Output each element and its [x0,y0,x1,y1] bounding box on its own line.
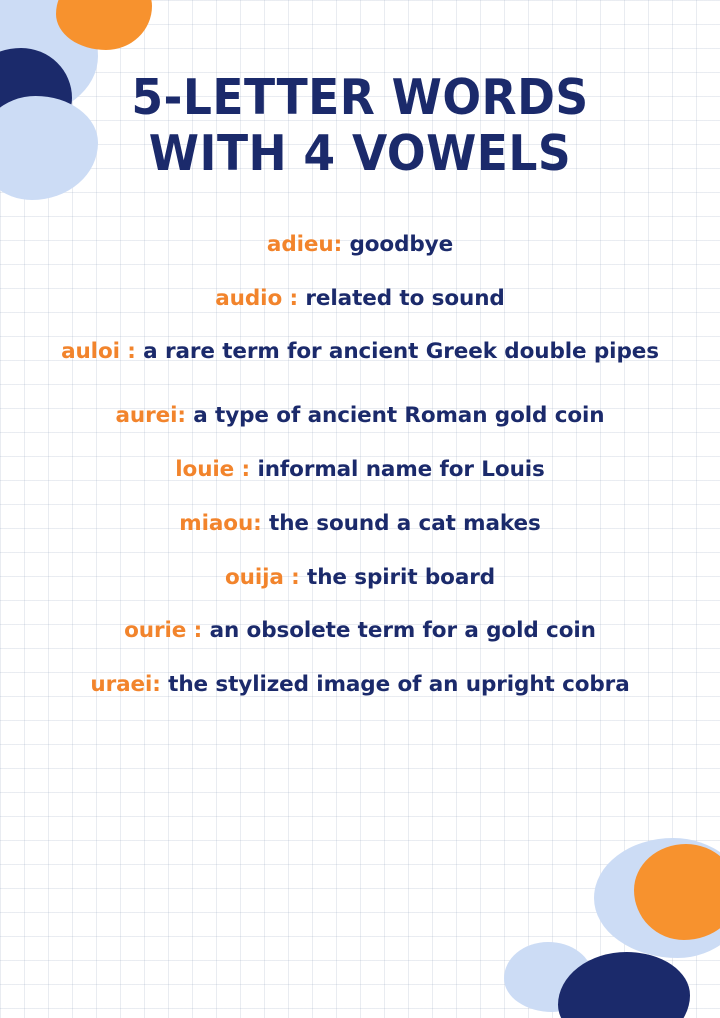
word-separator: : [234,456,251,482]
list-item [26,403,694,429]
page-title-line-1: 5-LETTER WORDS [131,69,589,126]
list-item [26,232,694,258]
word-separator: : [186,618,203,644]
word-separator: : [282,285,299,311]
page-title [49,70,670,182]
list-item [26,511,694,537]
word-separator: : [177,403,186,429]
word-term: aurei [115,403,178,429]
word-term: ourie [124,618,187,644]
word-term: miaou [179,510,254,536]
list-item [26,339,694,365]
list-item [26,457,694,483]
list-item [26,286,694,312]
word-term: louie [175,456,235,482]
word-term: ouija [224,564,284,590]
word-definition: an obsolete term for a gold coin [209,618,596,644]
word-term: adieu [266,231,334,257]
list-item [26,672,694,698]
word-definition: related to sound [305,285,505,311]
word-definition: a rare term for ancient Greek double pipes [143,339,659,365]
word-definition: the sound a cat makes [269,510,541,536]
word-definition-list [26,232,694,698]
word-definition: goodbye [349,231,454,257]
word-definition: informal name for Louis [257,456,545,482]
word-separator: : [152,672,161,698]
page-title-line-2: WITH 4 VOWELS [148,124,572,182]
word-separator: : [253,510,262,536]
word-definition: a type of ancient Roman gold coin [193,403,605,429]
word-separator: : [119,339,136,365]
list-item [26,565,694,591]
word-separator: : [283,564,300,590]
word-separator: : [333,231,343,257]
list-item [26,618,694,644]
word-definition: the spirit board [307,564,496,590]
word-term: uraei [90,672,153,698]
word-definition: the stylized image of an upright cobra [168,672,630,698]
word-term: auloi [61,339,120,365]
word-term: audio [215,285,283,311]
